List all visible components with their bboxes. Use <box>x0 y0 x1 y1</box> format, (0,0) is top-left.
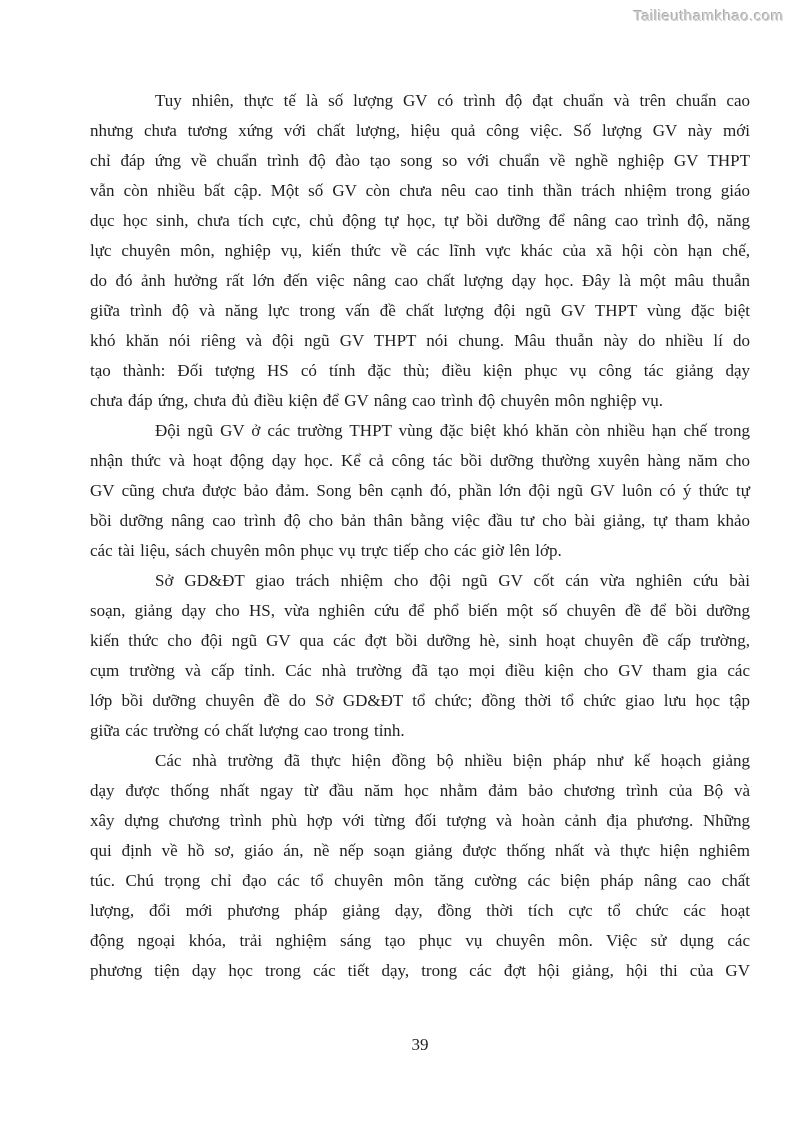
text-line: khó khăn nói riêng và đội ngũ GV THPT nói chung. Mâu thuẫn này do nhiều lí do <box>90 331 750 350</box>
paragraph <box>90 566 750 746</box>
text-line: lực chuyên môn, nghiệp vụ, kiến thức về các lĩnh vực khác của xã hội còn hạn chế, <box>90 241 750 260</box>
text-line: tạo thành: Đối tượng HS có tính đặc thù; điều kiện phục vụ công tác giảng dạy <box>90 361 750 380</box>
paragraph <box>90 86 750 416</box>
text-line: Tuy nhiên, thực tế là số lượng GV có trình độ đạt chuẩn và trên chuẩn cao <box>155 91 750 110</box>
text-line: Sở GD&ĐT giao trách nhiệm cho đội ngũ GV cốt cán vừa nghiên cứu bài <box>155 571 750 590</box>
text-line: Các nhà trường đã thực hiện đồng bộ nhiều biện pháp như kế hoạch giảng <box>155 751 750 770</box>
text-line: dục học sinh, chưa tích cực, chủ động tự học, tự bồi dưỡng để nâng cao trình độ, năng <box>90 211 750 230</box>
text-line: giữa các trường có chất lượng cao trong tỉnh. <box>90 721 405 740</box>
text-line: bồi dưỡng nâng cao trình độ cho bản thân bằng việc đầu tư cho bài giảng, tự tham khảo <box>90 511 750 530</box>
text-line: xây dựng chương trình phù hợp với từng đối tượng và hoàn cảnh địa phương. Những <box>90 811 750 830</box>
paragraph <box>90 416 750 566</box>
document-body <box>90 86 750 986</box>
text-line: các tài liệu, sách chuyên môn phục vụ trực tiếp cho các giờ lên lớp. <box>90 541 562 560</box>
text-line: túc. Chú trọng chỉ đạo các tổ chuyên môn tăng cường các biện pháp nâng cao chất <box>90 871 750 890</box>
text-line: lớp bồi dưỡng chuyên đề do Sở GD&ĐT tổ chức; đồng thời tổ chức giao lưu học tập <box>90 691 750 710</box>
page-number: 39 <box>411 1035 429 1054</box>
text-line: soạn, giảng dạy cho HS, vừa nghiên cứu để phổ biến một số chuyên đề để bồi dưỡng <box>90 601 750 620</box>
text-line: giữa trình độ và năng lực trong vấn đề chất lượng đội ngũ GV THPT vùng đặc biệt <box>90 301 750 320</box>
paragraph <box>90 746 750 986</box>
text-line: động ngoại khóa, trải nghiệm sáng tạo phục vụ chuyên môn. Việc sử dụng các <box>90 931 750 950</box>
text-line: cụm trường và cấp tỉnh. Các nhà trường đã tạo mọi điều kiện cho GV tham gia các <box>90 661 750 680</box>
text-line: Đội ngũ GV ở các trường THPT vùng đặc biệt khó khăn còn nhiều hạn chế trong <box>155 421 750 440</box>
text-line: chưa đáp ứng, chưa đủ điều kiện để GV nâng cao trình độ chuyên môn nghiệp vụ. <box>90 391 664 410</box>
text-line: vẫn còn nhiều bất cập. Một số GV còn chưa nêu cao tinh thần trách nhiệm trong giáo <box>90 181 750 200</box>
text-line: chỉ đáp ứng về chuẩn trình độ đào tạo song so với chuẩn về nghề nghiệp GV THPT <box>90 151 750 170</box>
text-line: qui định về hồ sơ, giáo án, nề nếp soạn giảng được thống nhất và thực hiện nghiêm <box>90 841 750 860</box>
text-line: phương tiện dạy học trong các tiết dạy, trong các đợt hội giảng, hội thi của GV <box>90 961 750 980</box>
text-line: do đó ảnh hưởng rất lớn đến việc nâng cao chất lượng dạy học. Đây là một mâu thuẫn <box>90 271 750 290</box>
text-line: dạy được thống nhất ngay từ đầu năm học nhằm đảm bảo chương trình của Bộ và <box>90 781 750 800</box>
text-line: lượng, đổi mới phương pháp giảng dạy, đồng thời tích cực tổ chức các hoạt <box>90 901 750 920</box>
watermark: Tailieuthamkhao.com <box>633 8 784 25</box>
text-line: nhưng chưa tương xứng với chất lượng, hiệu quả công việc. Số lượng GV này mới <box>90 121 750 140</box>
text-line: GV cũng chưa được bảo đảm. Song bên cạnh đó, phần lớn đội ngũ GV luôn có ý thức tự <box>90 481 750 500</box>
text-line: nhận thức và hoạt động dạy học. Kể cả công tác bồi dưỡng thường xuyên hàng năm cho <box>90 451 750 470</box>
text-line: kiến thức cho đội ngũ GV qua các đợt bồi dưỡng hè, sinh hoạt chuyên đề cấp trường, <box>90 631 750 650</box>
